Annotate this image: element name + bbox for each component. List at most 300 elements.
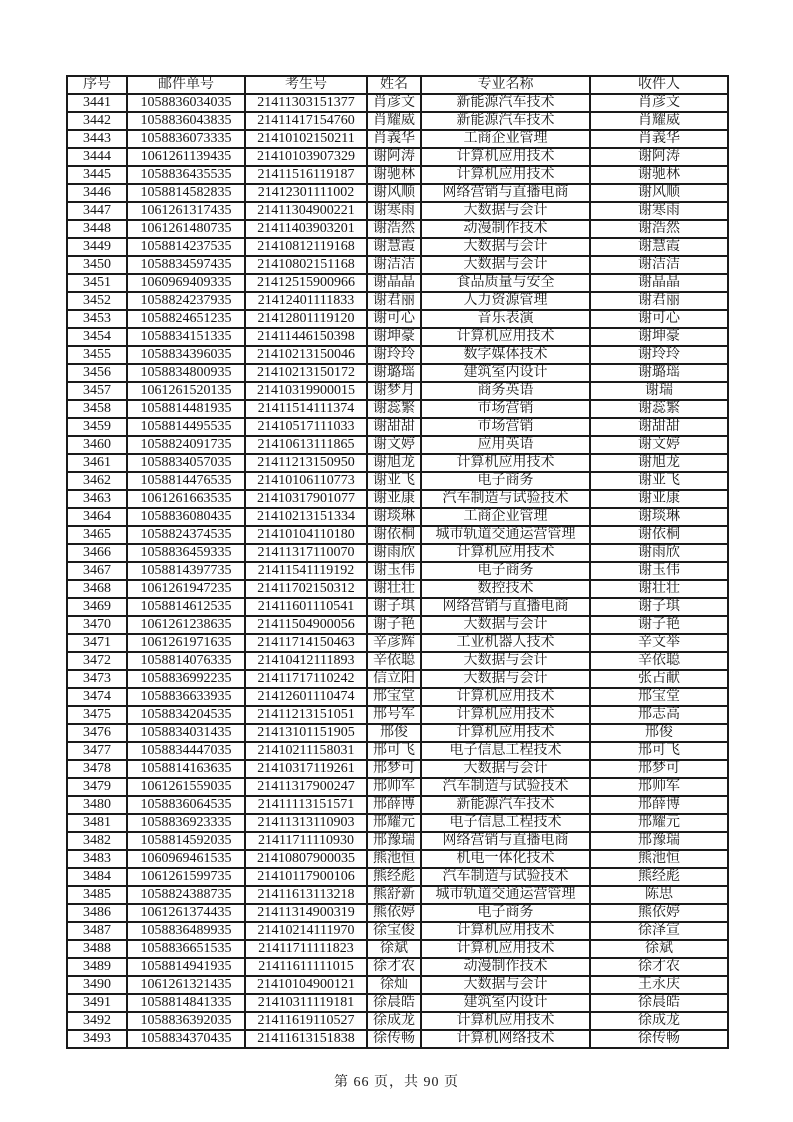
table-row: [67, 400, 728, 418]
cell-name: 邢宝堂: [367, 688, 421, 706]
cell-major: 城市轨道交通运营管理: [421, 526, 590, 544]
cell-major: 大数据与会计: [421, 976, 590, 994]
cell-recipient: 辛依聪: [590, 652, 728, 670]
cell-major: 计算机应用技术: [421, 544, 590, 562]
table-row: [67, 958, 728, 976]
cell-seq: 3472: [67, 652, 127, 670]
cell-mail-no: 1058824091735: [127, 436, 245, 454]
cell-name: 谢风顺: [367, 184, 421, 202]
cell-mail-no: 1058836633935: [127, 688, 245, 706]
cell-recipient: 熊经彪: [590, 868, 728, 886]
cell-name: 肖義华: [367, 130, 421, 148]
cell-mail-no: 1058814476535: [127, 472, 245, 490]
cell-recipient: 谢雨欣: [590, 544, 728, 562]
cell-name: 徐成龙: [367, 1012, 421, 1030]
cell-candidate-no: 21410517111033: [245, 418, 367, 436]
cell-candidate-no: 21410104900121: [245, 976, 367, 994]
cell-candidate-no: 21410103907329: [245, 148, 367, 166]
cell-major: 计算机应用技术: [421, 922, 590, 940]
cell-recipient: 熊池恒: [590, 850, 728, 868]
cell-candidate-no: 21411113151571: [245, 796, 367, 814]
cell-seq: 3465: [67, 526, 127, 544]
cell-name: 信立阳: [367, 670, 421, 688]
table-row: [67, 760, 728, 778]
cell-major: 汽车制造与试验技术: [421, 778, 590, 796]
cell-major: 新能源汽车技术: [421, 112, 590, 130]
cell-major: 食品质量与安全: [421, 274, 590, 292]
page-footer: 第 66 页，共 90 页: [334, 1075, 459, 1090]
cell-seq: 3449: [67, 238, 127, 256]
table-row: [67, 436, 728, 454]
cell-mail-no: 1058834597435: [127, 256, 245, 274]
cell-seq: 3458: [67, 400, 127, 418]
cell-seq: 3467: [67, 562, 127, 580]
cell-seq: 3471: [67, 634, 127, 652]
table-row: [67, 310, 728, 328]
cell-recipient: 熊依婷: [590, 904, 728, 922]
cell-mail-no: 1058836489935: [127, 922, 245, 940]
cell-name: 邢帅军: [367, 778, 421, 796]
table-row: [67, 508, 728, 526]
cell-mail-no: 1058814397735: [127, 562, 245, 580]
cell-seq: 3474: [67, 688, 127, 706]
cell-seq: 3450: [67, 256, 127, 274]
cell-candidate-no: 21411516119187: [245, 166, 367, 184]
cell-mail-no: 1058834031435: [127, 724, 245, 742]
cell-candidate-no: 21412301111002: [245, 184, 367, 202]
cell-seq: 3448: [67, 220, 127, 238]
col-header-seq: 序号: [67, 76, 127, 94]
cell-seq: 3444: [67, 148, 127, 166]
cell-recipient: 徐斌: [590, 940, 728, 958]
table-row: [67, 634, 728, 652]
cell-candidate-no: 21411601110541: [245, 598, 367, 616]
cell-candidate-no: 21411314900319: [245, 904, 367, 922]
table-row: [67, 796, 728, 814]
cell-candidate-no: 21410812119168: [245, 238, 367, 256]
col-header-recipient: 收件人: [590, 76, 728, 94]
cell-candidate-no: 21411702150312: [245, 580, 367, 598]
cell-recipient: 谢玉伟: [590, 562, 728, 580]
cell-candidate-no: 21410613111865: [245, 436, 367, 454]
cell-recipient: 徐泽宣: [590, 922, 728, 940]
cell-seq: 3485: [67, 886, 127, 904]
cell-mail-no: 1058814481935: [127, 400, 245, 418]
cell-seq: 3483: [67, 850, 127, 868]
table-row: [67, 148, 728, 166]
cell-candidate-no: 21411613113218: [245, 886, 367, 904]
cell-recipient: 谢风顺: [590, 184, 728, 202]
cell-recipient: 肖義华: [590, 130, 728, 148]
cell-mail-no: 1058836034035: [127, 94, 245, 112]
cell-recipient: 王永庆: [590, 976, 728, 994]
cell-seq: 3479: [67, 778, 127, 796]
cell-mail-no: 1061261374435: [127, 904, 245, 922]
cell-mail-no: 1058836392035: [127, 1012, 245, 1030]
cell-recipient: 谢可心: [590, 310, 728, 328]
cell-name: 谢阿涛: [367, 148, 421, 166]
cell-recipient: 徐晨皓: [590, 994, 728, 1012]
cell-mail-no: 1060969409335: [127, 274, 245, 292]
cell-recipient: 谢蕊繁: [590, 400, 728, 418]
cell-major: 电子商务: [421, 904, 590, 922]
cell-mail-no: 1061261971635: [127, 634, 245, 652]
cell-major: 计算机应用技术: [421, 1012, 590, 1030]
cell-name: 谢文婷: [367, 436, 421, 454]
table-row: [67, 544, 728, 562]
cell-candidate-no: 21411504900056: [245, 616, 367, 634]
cell-name: 邢号军: [367, 706, 421, 724]
cell-recipient: 谢玲玲: [590, 346, 728, 364]
cell-candidate-no: 21411417154760: [245, 112, 367, 130]
cell-major: 汽车制造与试验技术: [421, 868, 590, 886]
table-row: [67, 1012, 728, 1030]
cell-major: 电子信息工程技术: [421, 814, 590, 832]
cell-seq: 3484: [67, 868, 127, 886]
cell-recipient: 邢豫瑞: [590, 832, 728, 850]
cell-mail-no: 1058824237935: [127, 292, 245, 310]
cell-candidate-no: 21410807900035: [245, 850, 367, 868]
cell-name: 谢坤豪: [367, 328, 421, 346]
table-row: [67, 346, 728, 364]
cell-recipient: 谢寒雨: [590, 202, 728, 220]
cell-name: 徐传畅: [367, 1030, 421, 1048]
cell-name: 邢耀元: [367, 814, 421, 832]
cell-candidate-no: 21410104110180: [245, 526, 367, 544]
cell-major: 市场营销: [421, 400, 590, 418]
cell-major: 计算机应用技术: [421, 166, 590, 184]
cell-seq: 3481: [67, 814, 127, 832]
table-row: [67, 580, 728, 598]
cell-mail-no: 1058836992235: [127, 670, 245, 688]
cell-seq: 3492: [67, 1012, 127, 1030]
table-row: [67, 832, 728, 850]
cell-seq: 3451: [67, 274, 127, 292]
table-row: [67, 130, 728, 148]
cell-recipient: 谢阿涛: [590, 148, 728, 166]
cell-seq: 3457: [67, 382, 127, 400]
cell-mail-no: 1058834204535: [127, 706, 245, 724]
cell-name: 邢俊: [367, 724, 421, 742]
cell-name: 谢君丽: [367, 292, 421, 310]
cell-candidate-no: 21410412111893: [245, 652, 367, 670]
cell-major: 大数据与会计: [421, 238, 590, 256]
table-row: [67, 598, 728, 616]
table-body: [67, 94, 728, 1048]
cell-major: 音乐表演: [421, 310, 590, 328]
cell-major: 城市轨道交通运营管理: [421, 886, 590, 904]
cell-candidate-no: 21411304900221: [245, 202, 367, 220]
cell-mail-no: 1058834800935: [127, 364, 245, 382]
cell-recipient: 谢壮壮: [590, 580, 728, 598]
col-header-candidate-no: 考生号: [245, 76, 367, 94]
cell-recipient: 谢坤豪: [590, 328, 728, 346]
cell-name: 徐晨皓: [367, 994, 421, 1012]
cell-candidate-no: 21411317110070: [245, 544, 367, 562]
cell-major: 工商企业管理: [421, 130, 590, 148]
cell-major: 市场营销: [421, 418, 590, 436]
cell-name: 熊经彪: [367, 868, 421, 886]
cell-major: 新能源汽车技术: [421, 796, 590, 814]
cell-recipient: 谢旭龙: [590, 454, 728, 472]
table-row: [67, 328, 728, 346]
cell-name: 徐才农: [367, 958, 421, 976]
col-header-mail-no: 邮件单号: [127, 76, 245, 94]
cell-major: 数字媒体技术: [421, 346, 590, 364]
cell-name: 肖彦文: [367, 94, 421, 112]
cell-mail-no: 1058814592035: [127, 832, 245, 850]
cell-recipient: 谢璐瑶: [590, 364, 728, 382]
cell-seq: 3476: [67, 724, 127, 742]
cell-major: 新能源汽车技术: [421, 94, 590, 112]
cell-seq: 3442: [67, 112, 127, 130]
cell-mail-no: 1061261599735: [127, 868, 245, 886]
cell-seq: 3464: [67, 508, 127, 526]
cell-name: 谢琰琳: [367, 508, 421, 526]
table-row: [67, 868, 728, 886]
cell-name: 徐宝俊: [367, 922, 421, 940]
cell-seq: 3443: [67, 130, 127, 148]
cell-mail-no: 1061261238635: [127, 616, 245, 634]
cell-candidate-no: 21410106110773: [245, 472, 367, 490]
table-row: [67, 616, 728, 634]
cell-name: 谢洁洁: [367, 256, 421, 274]
cell-name: 徐灿: [367, 976, 421, 994]
cell-candidate-no: 21410213150046: [245, 346, 367, 364]
cell-recipient: 邢耀元: [590, 814, 728, 832]
cell-candidate-no: 21411514111374: [245, 400, 367, 418]
cell-mail-no: 1058834396035: [127, 346, 245, 364]
cell-major: 计算机应用技术: [421, 328, 590, 346]
cell-seq: 3480: [67, 796, 127, 814]
cell-mail-no: 1058824651235: [127, 310, 245, 328]
cell-mail-no: 1061261480735: [127, 220, 245, 238]
cell-candidate-no: 21410317901077: [245, 490, 367, 508]
cell-candidate-no: 21410317119261: [245, 760, 367, 778]
cell-name: 谢璐瑶: [367, 364, 421, 382]
cell-major: 电子商务: [421, 472, 590, 490]
table-row: [67, 220, 728, 238]
cell-recipient: 肖耀威: [590, 112, 728, 130]
cell-seq: 3469: [67, 598, 127, 616]
table-row: [67, 904, 728, 922]
cell-mail-no: 1058814163635: [127, 760, 245, 778]
cell-major: 动漫制作技术: [421, 958, 590, 976]
cell-mail-no: 1058836064535: [127, 796, 245, 814]
cell-recipient: 谢亚飞: [590, 472, 728, 490]
table-row: [67, 526, 728, 544]
table-row: [67, 472, 728, 490]
cell-seq: 3459: [67, 418, 127, 436]
table-row: [67, 886, 728, 904]
cell-major: 大数据与会计: [421, 670, 590, 688]
cell-candidate-no: 21410213151334: [245, 508, 367, 526]
table-row: [67, 166, 728, 184]
cell-major: 电子商务: [421, 562, 590, 580]
cell-recipient: 谢驰林: [590, 166, 728, 184]
table-row: [67, 940, 728, 958]
table-row: [67, 688, 728, 706]
cell-seq: 3453: [67, 310, 127, 328]
cell-mail-no: 1058814076335: [127, 652, 245, 670]
table-row: [67, 850, 728, 868]
cell-seq: 3452: [67, 292, 127, 310]
cell-mail-no: 1061261559035: [127, 778, 245, 796]
table-row: [67, 994, 728, 1012]
cell-seq: 3466: [67, 544, 127, 562]
cell-recipient: 谢琰琳: [590, 508, 728, 526]
cell-recipient: 谢君丽: [590, 292, 728, 310]
table-row: [67, 706, 728, 724]
cell-mail-no: 1058814582835: [127, 184, 245, 202]
cell-major: 计算机应用技术: [421, 706, 590, 724]
cell-recipient: 谢子艳: [590, 616, 728, 634]
cell-candidate-no: 21411317900247: [245, 778, 367, 796]
cell-major: 网络营销与直播电商: [421, 184, 590, 202]
cell-recipient: 邢帅军: [590, 778, 728, 796]
table-row: [67, 238, 728, 256]
table-row: [67, 112, 728, 130]
cell-name: 邢梦可: [367, 760, 421, 778]
cell-name: 辛彦辉: [367, 634, 421, 652]
cell-name: 邢豫瑞: [367, 832, 421, 850]
cell-name: 谢旭龙: [367, 454, 421, 472]
cell-recipient: 徐传畅: [590, 1030, 728, 1048]
cell-seq: 3478: [67, 760, 127, 778]
cell-mail-no: 1058834370435: [127, 1030, 245, 1048]
cell-recipient: 徐才农: [590, 958, 728, 976]
cell-major: 建筑室内设计: [421, 364, 590, 382]
cell-mail-no: 1058814495535: [127, 418, 245, 436]
cell-mail-no: 1058834151335: [127, 328, 245, 346]
cell-name: 徐斌: [367, 940, 421, 958]
cell-seq: 3446: [67, 184, 127, 202]
cell-major: 计算机应用技术: [421, 454, 590, 472]
cell-mail-no: 1058836459335: [127, 544, 245, 562]
cell-candidate-no: 21411613151838: [245, 1030, 367, 1048]
cell-seq: 3489: [67, 958, 127, 976]
table-row: [67, 922, 728, 940]
cell-name: 肖耀威: [367, 112, 421, 130]
cell-seq: 3461: [67, 454, 127, 472]
cell-candidate-no: 21410214111970: [245, 922, 367, 940]
cell-major: 建筑室内设计: [421, 994, 590, 1012]
cell-name: 谢依桐: [367, 526, 421, 544]
cell-mail-no: 1058814237535: [127, 238, 245, 256]
cell-candidate-no: 21411446150398: [245, 328, 367, 346]
cell-candidate-no: 21410311119181: [245, 994, 367, 1012]
cell-mail-no: 1058814612535: [127, 598, 245, 616]
col-header-major: 专业名称: [421, 76, 590, 94]
table-row: [67, 382, 728, 400]
table-row: [67, 292, 728, 310]
cell-mail-no: 1061261947235: [127, 580, 245, 598]
table-row: [67, 724, 728, 742]
cell-seq: 3456: [67, 364, 127, 382]
table-row: [67, 274, 728, 292]
table-row: [67, 670, 728, 688]
cell-name: 谢玉伟: [367, 562, 421, 580]
cell-major: 网络营销与直播电商: [421, 832, 590, 850]
cell-major: 大数据与会计: [421, 202, 590, 220]
cell-name: 熊依婷: [367, 904, 421, 922]
cell-mail-no: 1058836073335: [127, 130, 245, 148]
cell-name: 邢薛博: [367, 796, 421, 814]
cell-recipient: 谢子琪: [590, 598, 728, 616]
cell-name: 谢寒雨: [367, 202, 421, 220]
cell-major: 动漫制作技术: [421, 220, 590, 238]
cell-mail-no: 1061261663535: [127, 490, 245, 508]
cell-major: 计算机网络技术: [421, 1030, 590, 1048]
cell-name: 谢慧霞: [367, 238, 421, 256]
cell-candidate-no: 21410211158031: [245, 742, 367, 760]
cell-candidate-no: 21412801119120: [245, 310, 367, 328]
cell-seq: 3455: [67, 346, 127, 364]
cell-mail-no: 1058824374535: [127, 526, 245, 544]
cell-name: 辛依聪: [367, 652, 421, 670]
cell-candidate-no: 21413101151905: [245, 724, 367, 742]
table-row: [67, 652, 728, 670]
cell-seq: 3462: [67, 472, 127, 490]
cell-major: 计算机应用技术: [421, 940, 590, 958]
cell-seq: 3441: [67, 94, 127, 112]
cell-major: 大数据与会计: [421, 652, 590, 670]
cell-recipient: 谢甜甜: [590, 418, 728, 436]
cell-seq: 3490: [67, 976, 127, 994]
cell-mail-no: 1058834057035: [127, 454, 245, 472]
cell-seq: 3445: [67, 166, 127, 184]
cell-candidate-no: 21411303151377: [245, 94, 367, 112]
cell-candidate-no: 21412601110474: [245, 688, 367, 706]
cell-name: 邢可飞: [367, 742, 421, 760]
cell-recipient: 邢可飞: [590, 742, 728, 760]
cell-seq: 3486: [67, 904, 127, 922]
cell-name: 谢子琪: [367, 598, 421, 616]
cell-seq: 3463: [67, 490, 127, 508]
cell-candidate-no: 21411711110930: [245, 832, 367, 850]
table-row: [67, 976, 728, 994]
cell-recipient: 肖彦文: [590, 94, 728, 112]
cell-major: 汽车制造与试验技术: [421, 490, 590, 508]
table-row: [67, 454, 728, 472]
cell-name: 谢甜甜: [367, 418, 421, 436]
cell-recipient: 谢浩然: [590, 220, 728, 238]
cell-candidate-no: 21412401111833: [245, 292, 367, 310]
cell-candidate-no: 21411213151051: [245, 706, 367, 724]
cell-seq: 3460: [67, 436, 127, 454]
cell-candidate-no: 21411541119192: [245, 562, 367, 580]
cell-major: 大数据与会计: [421, 616, 590, 634]
cell-seq: 3493: [67, 1030, 127, 1048]
cell-mail-no: 1058836923335: [127, 814, 245, 832]
cell-mail-no: 1061261321435: [127, 976, 245, 994]
cell-recipient: 辛文举: [590, 634, 728, 652]
cell-seq: 3488: [67, 940, 127, 958]
cell-seq: 3470: [67, 616, 127, 634]
cell-seq: 3454: [67, 328, 127, 346]
cell-mail-no: 1058834447035: [127, 742, 245, 760]
cell-name: 谢玲玲: [367, 346, 421, 364]
cell-major: 电子信息工程技术: [421, 742, 590, 760]
cell-major: 人力资源管理: [421, 292, 590, 310]
cell-candidate-no: 21412515900966: [245, 274, 367, 292]
cell-recipient: 谢依桐: [590, 526, 728, 544]
cell-candidate-no: 21411611111015: [245, 958, 367, 976]
table-row: [67, 742, 728, 760]
table-row: [67, 364, 728, 382]
cell-candidate-no: 21411714150463: [245, 634, 367, 652]
cell-recipient: 邢志高: [590, 706, 728, 724]
